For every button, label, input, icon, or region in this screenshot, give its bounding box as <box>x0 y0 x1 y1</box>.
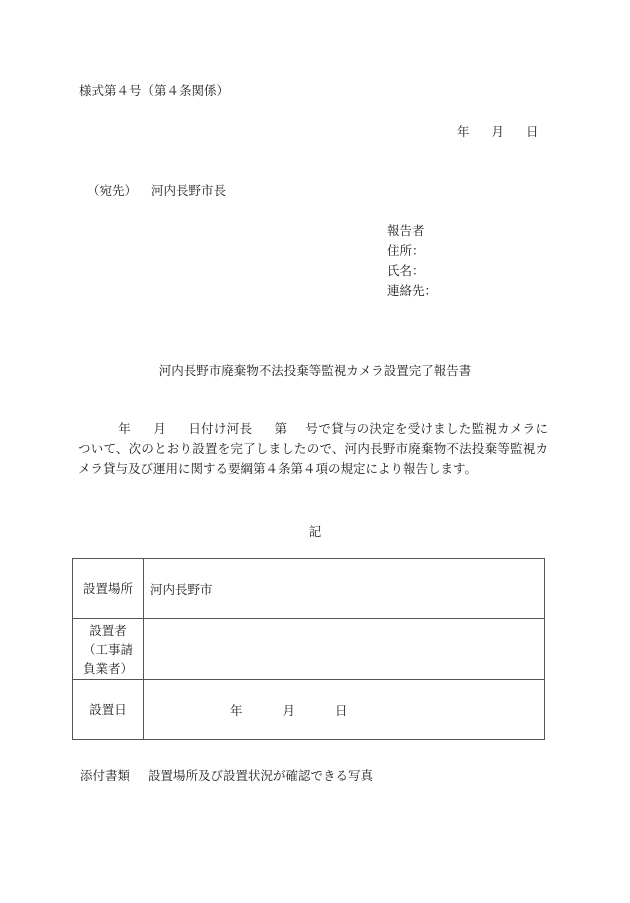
installer-value <box>144 619 545 680</box>
install-date-value <box>144 680 545 740</box>
body-dai: 第 <box>274 421 288 436</box>
document-title: 河内長野市廃棄物不法投棄等監視カメラ設置完了報告書 <box>158 363 472 378</box>
install-date-month: 月 <box>282 702 296 718</box>
body-paragraph <box>78 419 548 479</box>
body-text: 号で貸与の決定を受けました監視カメラについて、次のとおり設置を完了しましたので、河内長野市廃棄物不法投棄等監視カメラ貸与及び運用に関する要綱第４条第４項の規定により報告します。 <box>78 421 548 476</box>
installer-label <box>73 619 144 680</box>
installer-label-line-1: 設置者 <box>89 622 127 638</box>
table-row-installer <box>73 619 545 680</box>
addressee <box>87 181 226 199</box>
install-date-year: 年 <box>230 702 243 718</box>
table-row-location <box>73 559 545 619</box>
reporter-address-label: 住所： <box>387 243 425 258</box>
addressee-label: （宛先） <box>87 183 138 198</box>
report-date <box>457 122 539 140</box>
body-month: 月 <box>153 421 167 436</box>
attachments-value: 設置場所及び設置状況が確認できる写真 <box>148 768 374 783</box>
table-row-date <box>73 680 545 740</box>
reporter-contact-label: 連絡先： <box>387 283 438 298</box>
date-day-label: 日 <box>526 124 539 139</box>
date-month-label: 月 <box>491 124 505 139</box>
attachments-label: 添付書類 <box>80 768 131 783</box>
addressee-name: 河内長野市長 <box>151 183 227 198</box>
install-date-day: 日 <box>335 702 348 718</box>
date-year-label: 年 <box>457 124 470 139</box>
reporter-heading: 報告者 <box>387 223 425 238</box>
location-value: 河内長野市 <box>144 559 545 619</box>
body-date-suffix: 日付け河長 <box>188 421 253 436</box>
location-label: 設置場所 <box>73 559 144 619</box>
ki-heading: 記 <box>308 524 322 539</box>
attachments <box>80 766 373 784</box>
reporter-block <box>387 221 437 301</box>
installer-label-line-3: 負業者） <box>82 660 133 676</box>
body-year: 年 <box>118 421 132 436</box>
form-number: 様式第４号（第４条関係） <box>79 83 230 98</box>
install-date-label: 設置日 <box>73 680 144 740</box>
reporter-name-label: 氏名： <box>387 263 425 278</box>
detail-table <box>72 558 545 740</box>
installer-label-line-2: （工事請 <box>82 641 133 657</box>
